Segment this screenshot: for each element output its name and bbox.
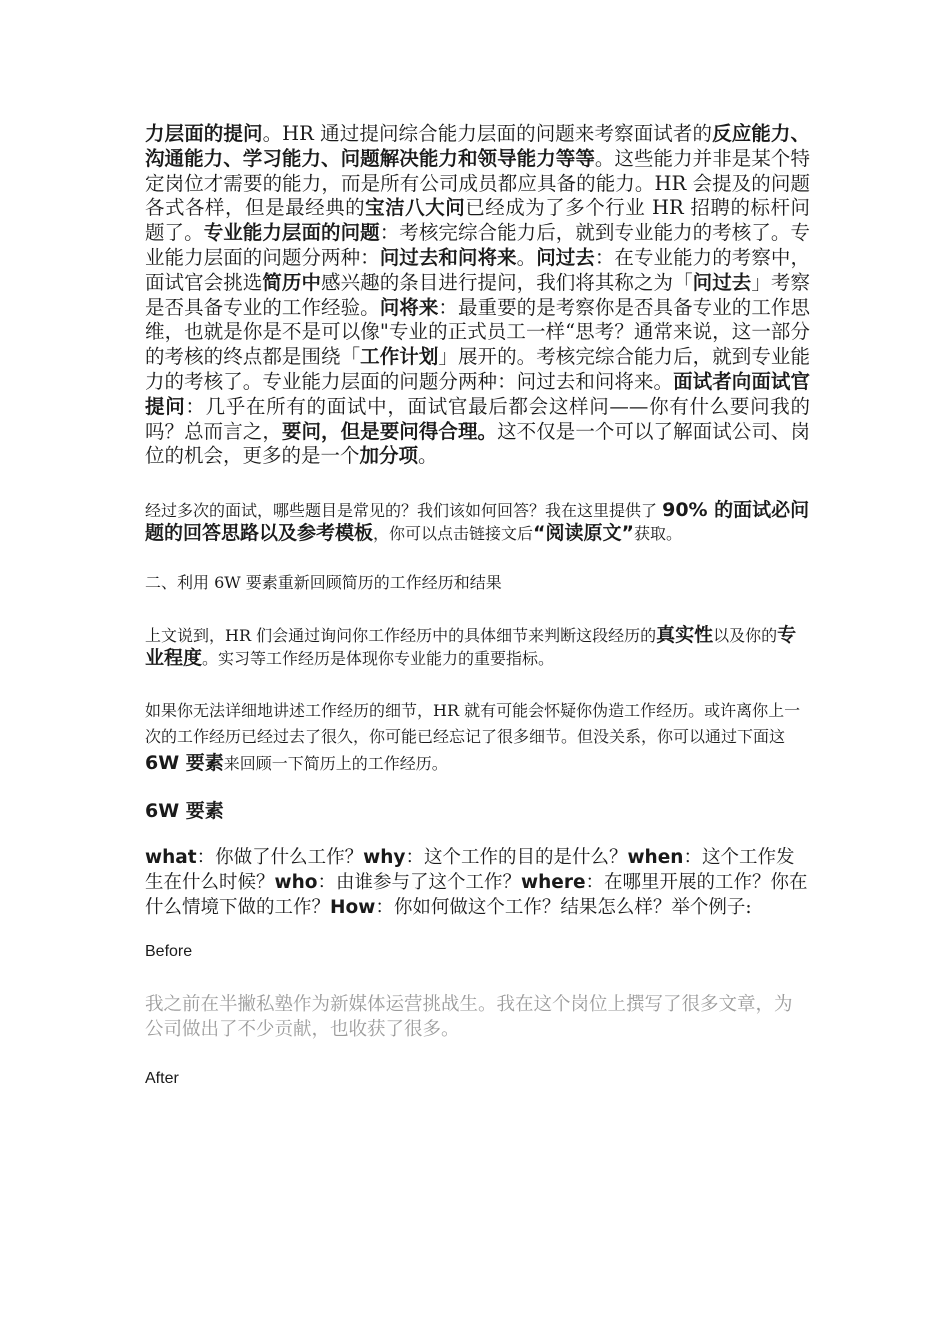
paragraph-fabrication-doubt: 如果你无法详细地讲述工作经历的细节，HR 就有可能会怀疑你伪造工作经历。或许离你上一次的工作经历已经过去了很久，你可能已经忘记了很多细节。但没关系，你可以通过下面这 6W 要素来回顾一下简历上的工作经历。 <box>145 701 801 775</box>
after-label: After <box>145 1070 179 1088</box>
heading-6w-elements: 6W 要素 <box>145 800 224 823</box>
text-segment: 。 <box>516 245 537 269</box>
paragraph-common-questions: 经过多次的面试，哪些题目是常见的？我们该如何回答？我在这里提供了 90% 的面试必问题的回答思路以及参考模板，你可以点击链接文后“阅读原文”获取。 <box>145 499 810 545</box>
paragraph-6w-questions: what：你做了什么工作？why：这个工作的目的是什么？when：这个工作发生在什么时候？who：由谁参与了这个工作？where：在哪里开展的工作？你在什么情境下做的工作？How：你如何做这个工作？结果怎么样？举个例子: <box>145 847 808 919</box>
bold-segment: 宝洁八大问 <box>365 196 466 220</box>
paragraph-interview-levels <box>145 122 810 469</box>
bold-segment: 工作计划 <box>360 345 439 369</box>
text-segment: 。HR 通过提问综合能力层面的问题来考察面试者的 <box>262 122 713 145</box>
bold-segment: 问过去和问将来 <box>379 245 517 269</box>
text-segment: 这不仅是一个可以了解面试公司、岗位的机会，更多的是一个 <box>145 419 810 468</box>
before-example-text: 我之前在半撇私塾作为新媒体运营挑战生。我在这个岗位上撰写了很多文章，为公司做出了不少贡献，也收获了很多。 <box>145 994 793 1041</box>
text-segment: ：考核完综合能力后，就到专业能力的考核了。专业能力层面的问题分两种： <box>145 221 810 269</box>
read-original-link[interactable]: “阅读原文” <box>533 522 635 545</box>
bold-segment: 问过去 <box>536 245 595 269</box>
text-segment: 。 <box>418 444 438 468</box>
template-link-text: 90% 的面试必问题的回答思路以及参考模板 <box>145 499 810 545</box>
bold-segment: 专业能力层面的问题 <box>203 221 380 245</box>
bold-segment: 简历中 <box>262 270 322 294</box>
bold-segment: 加分项 <box>359 444 419 468</box>
bold-segment: 面试者向面试官提问 <box>145 369 810 418</box>
before-label: Before <box>145 943 193 961</box>
section-heading-6w-review: 二、利用 6W 要素重新回顾简历的工作经历和结果 <box>145 573 502 593</box>
bold-segment: 反应能力、沟通能力、学习能力、问题解决能力和领导能力等等 <box>145 122 810 170</box>
text-segment: ：在专业能力的考察中，面试官会挑选 <box>145 245 810 294</box>
text-segment: 已经成为了多个行业 HR 招聘的标杆问题了。 <box>145 196 810 245</box>
text-segment: 。这些能力并非是某个特定岗位才需要的能力，而是所有公司成员都应具备的能力。HR 会提及的问题各式各样，但是最经典的 <box>145 146 810 220</box>
bold-segment: 问过去 <box>692 270 752 294</box>
bold-segment: 要问，但是要问得合理。 <box>281 419 498 443</box>
bold-segment: 问将来 <box>379 295 439 319</box>
document-content <box>145 122 810 1091</box>
text-segment: ：最重要的是考察你是否具备专业的工作思维，也就是你是不是可以像"专业的正式员工一样“思考？通常来说，这一部分的考核的终点都是围绕「 <box>145 295 810 369</box>
paragraph-work-experience: 上文说到，HR 们会通过询问你工作经历中的具体细节来判断这段经历的真实性以及你的专业程度。实习等工作经历是体现你专业能力的重要指标。 <box>145 624 797 670</box>
text-segment: ：几乎在所有的面试中，面试官最后都会这样问——你有什么要问我的吗？总而言之， <box>145 394 810 443</box>
text-segment: 」展开的。考核完综合能力后，就到专业能力的考核了。专业能力层面的问题分两种：问过去和问将来。 <box>145 345 810 393</box>
text-segment: 感兴趣的条目进行提问，我们将其称之为「 <box>321 270 693 294</box>
text-segment: 」考察是否具备专业的工作经验。 <box>145 270 810 319</box>
bold-segment: 力层面的提问 <box>145 122 263 145</box>
